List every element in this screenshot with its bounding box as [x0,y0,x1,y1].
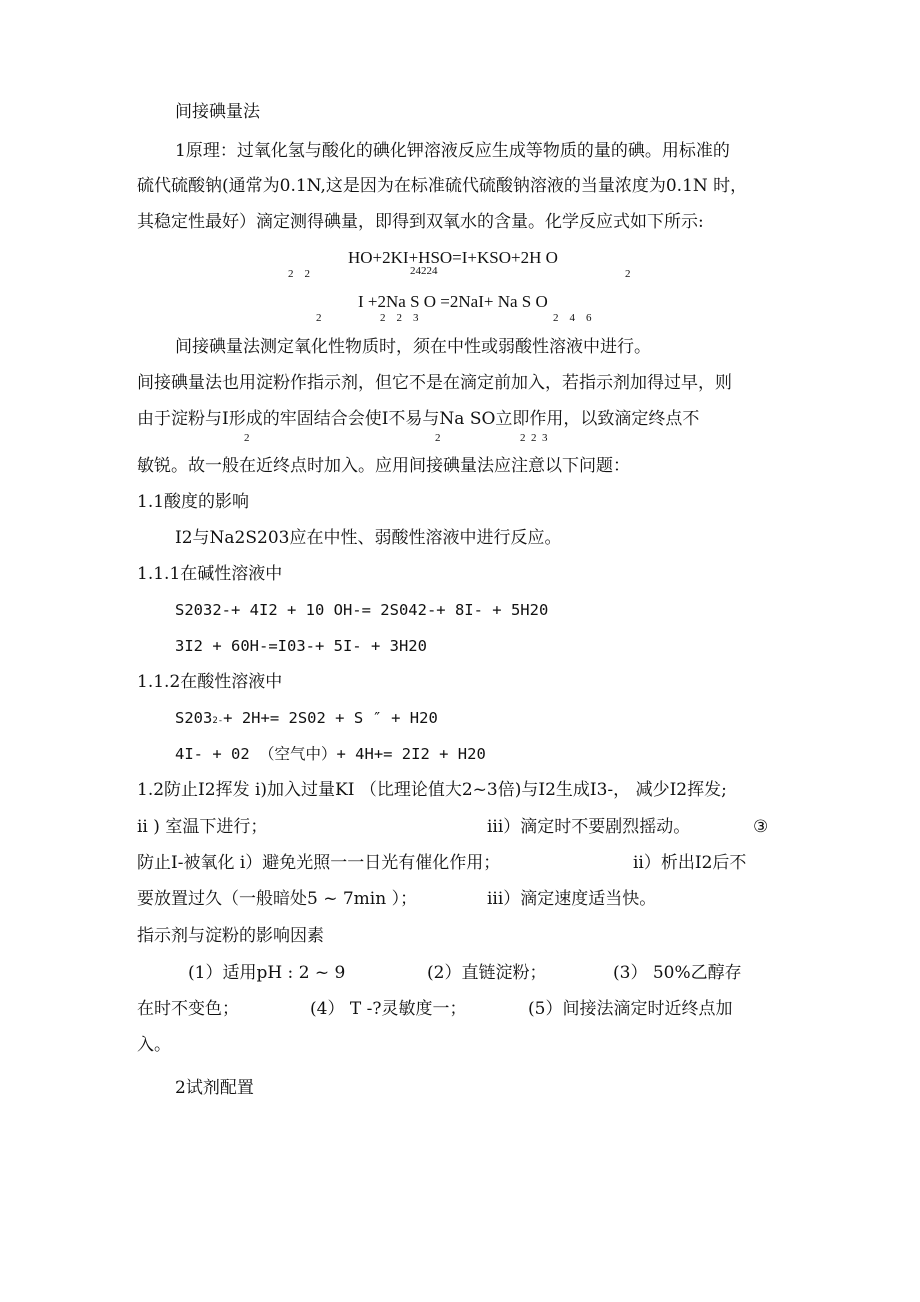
section-1-2-line-3b: ii）析出I2后不 [633,853,747,873]
principle-line-3: 其稳定性最好）滴定测得碘量，即得到双氧水的含量。化学反应式如下所示: [137,212,704,232]
alkaline-equation-1: S2032-+ 4I2 + 10 OH-= 2S042-+ 8I- + 5H20 [175,601,549,619]
section-1-1-text: I2与Na2S203应在中性、弱酸性溶液中进行反应。 [175,528,562,548]
acid-equation-1-part-a: S203 [175,709,213,727]
acid-equation-1 [175,707,438,732]
paragraph-line-3: 由于淀粉与I形成的牢固结合会使I不易与Na SO立即作用，以致滴定终点不 [137,409,700,429]
indicator-line-1b: (2）直链淀粉； [427,963,547,983]
section-1-1-2-heading: 1.1.2在酸性溶液中 [137,672,283,692]
section-1-1-1-heading: 1.1.1在碱性溶液中 [137,564,283,584]
acid-equation-1-sub: 2- [212,716,224,726]
paragraph-line-3-sub-a: 2 [244,432,250,444]
indicator-line-1c: (3） 50%乙醇存 [613,963,742,983]
section-1-2-line-2c: ③ [753,817,769,837]
principle-line-2: 硫代硫酸钠(通常为0.1N,这是因为在标准硫代硫酸钠溶液的当量浓度为0.1N 时， [137,176,748,196]
indicator-line-1a: (1）适用pH : 2 ~ 9 [188,963,346,983]
equation-1-subscripts-mid: 24224 [410,265,438,277]
equation-1-subscripts-right: 2 [625,268,631,280]
section-1-2-line-2a: ii ) 室温下进行； [137,817,268,837]
indicator-line-3: 入。 [137,1035,171,1055]
section-1-2-line-2b: iii）滴定时不要剧烈摇动。 [487,817,691,837]
alkaline-equation-2: 3I2 + 60H-=I03-+ 5I- + 3H20 [175,637,427,655]
paragraph-line-3-sub-b: 2 [435,432,441,444]
section-2-heading: 2试剂配置 [175,1078,254,1098]
indicator-line-2a: 在时不变色； [137,999,239,1019]
indicator-line-2c: (5）间接法滴定时近终点加 [528,999,733,1019]
section-1-2-line-4a: 要放置过久（一般暗处5 ~ 7min ）； [137,889,418,909]
equation-1: HO+2KI+HSO=I+KSO+2H O [348,248,558,267]
principle-line-1: 1原理：过氧化氢与酸化的碘化钾溶液反应生成等物质的量的碘。用标准的 [175,141,730,161]
equation-2-subscripts-right: 2 4 6 [553,312,592,324]
equation-2-subscripts-left: 2 [316,312,322,324]
section-1-1-heading: 1.1酸度的影响 [137,492,250,512]
indicator-line-2b: (4） T -?灵敏度一； [310,999,467,1019]
section-1-2-line-1: 1.2防止I2挥发 i)加入过量KI （比理论值大2~3倍)与I2生成I3-， 减少I2挥发; [137,780,727,800]
equation-2: I +2Na S O =2NaI+ Na S O [358,292,548,311]
paragraph-line-4: 敏锐。故一般在近终点时加入。应用间接碘量法应注意以下问题： [137,456,630,476]
paragraph-line-1: 间接碘量法测定氧化性物质时，须在中性或弱酸性溶液中进行。 [175,337,651,357]
page-title: 间接碘量法 [175,102,260,122]
indicator-heading: 指示剂与淀粉的影响因素 [137,926,324,946]
section-1-2-line-4b: iii）滴定速度适当快。 [487,889,657,909]
paragraph-line-3-sub-c: 2 2 3 [520,432,548,444]
equation-2-subscripts-mid: 2 2 3 [380,312,419,324]
acid-equation-2: 4I- + 02 （空气中）+ 4H+= 2I2 + H20 [175,745,486,763]
section-1-2-line-3a: 防止I-被氧化 i）避免光照一一日光有催化作用； [137,853,501,873]
paragraph-line-2: 间接碘量法也用淀粉作指示剂，但它不是在滴定前加入，若指示剂加得过早，则 [137,373,732,393]
acid-equation-1-part-b: + 2H+= 2S02 + S ″ + H20 [223,709,438,727]
equation-1-subscripts-left: 2 2 [288,268,310,280]
